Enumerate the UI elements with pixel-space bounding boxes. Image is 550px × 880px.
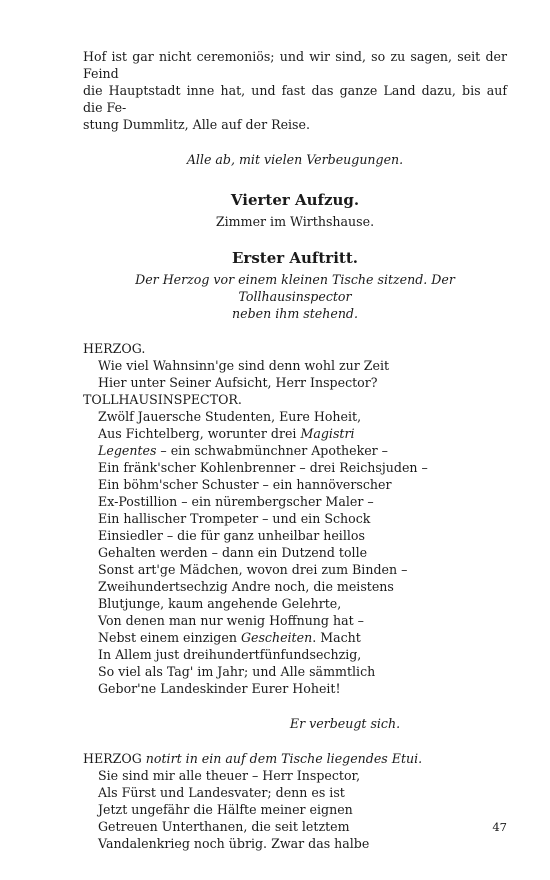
verse-line: Sonst art'ge Mädchen, wovon drei zum Binden – — [98, 562, 408, 577]
speaker-herzog: HERZOG. — [83, 341, 146, 356]
verse-line: Wie viel Wahnsinn'ge sind denn wohl zur Zeit — [98, 358, 390, 373]
speaker-tollhausinspector: TOLLHAUSINSPECTOR. — [83, 392, 242, 407]
verse-line: Getreuen Unterthanen, die seit letztem — [98, 819, 350, 834]
verse-line: Sie sind mir alle theuer – Herr Inspector, — [98, 768, 361, 783]
page-number: 47 — [492, 820, 507, 834]
text-line: die Hauptstadt inne hat, und fast das ganze Land dazu, bis auf die Fe- — [83, 83, 507, 115]
verse-line: Legentes – ein schwabmünchner Apotheker – — [98, 443, 388, 458]
verse-line: Gehalten werden – dann ein Dutzend tolle — [98, 545, 368, 560]
verse-line: Gebor'ne Landeskinder Eurer Hoheit! — [98, 681, 341, 696]
verse-line: Von denen man nur wenig Hoffnung hat – — [98, 613, 364, 628]
italic-term: Gescheiten — [240, 630, 313, 645]
inline-stage-direction: notirt in ein auf dem Tische liegendes Etui. — [141, 751, 423, 766]
scene-direction — [83, 271, 507, 322]
speaker-name: HERZOG — [83, 751, 142, 766]
speaker-herzog-with-direction — [83, 750, 507, 767]
verse-line: Ein fränk'scher Kohlenbrenner – drei Reichsjuden – — [98, 460, 428, 475]
verse-line: Aus Fichtelberg, worunter drei Magistri — [98, 426, 355, 441]
verse-line: Als Fürst und Landesvater; denn es ist — [98, 785, 345, 800]
verse-line: Zweihundertsechzig Andre noch, die meistens — [98, 579, 394, 594]
verse-line: Ex-Postillion – ein nürembergscher Maler – — [98, 494, 374, 509]
text-line: neben ihm stehend. — [232, 306, 358, 321]
stage-direction-bow: Er verbeugt sich. — [289, 716, 401, 731]
verse-line: Nebst einem einzigen Gescheiten. Macht — [98, 630, 361, 645]
act-title: Vierter Aufzug. — [230, 191, 360, 209]
text-line: stung Dummlitz, Alle auf der Reise. — [83, 117, 310, 132]
italic-term: Legentes — [98, 443, 157, 458]
verse-line: So viel als Tag' im Jahr; und Alle sämmtlich — [98, 664, 376, 679]
verse-line: In Allem just dreihundertfünfundsechzig, — [98, 647, 362, 662]
verse-line: Einsiedler – die für ganz unheilbar heillos — [98, 528, 365, 543]
verse-line: Jetzt ungefähr die Hälfte meiner eignen — [98, 802, 353, 817]
opening-paragraph — [83, 48, 507, 133]
italic-term: Magistri — [300, 426, 355, 441]
verse-line: Zwölf Jauersche Studenten, Eure Hoheit, — [98, 409, 362, 424]
stage-direction-exit: Alle ab, mit vielen Verbeugungen. — [186, 152, 404, 167]
verse-line: Hier unter Seiner Aufsicht, Herr Inspector? — [98, 375, 378, 390]
act-setting: Zimmer im Wirthshause. — [215, 214, 375, 229]
scene-title: Erster Auftritt. — [232, 249, 358, 267]
verse-line: Ein böhm'scher Schuster – ein hannöverscher — [98, 477, 392, 492]
text-line: Hof ist gar nicht ceremoniös; und wir sind, so zu sagen, seit der Feind — [83, 49, 507, 81]
verse-line: Ein hallischer Trompeter – und ein Schock — [98, 511, 371, 526]
verse-line: Blutjunge, kaum angehende Gelehrte, — [98, 596, 342, 611]
text-line: Der Herzog vor einem kleinen Tische sitzend. Der Tollhausinspector — [135, 272, 455, 304]
verse-line: Vandalenkrieg noch übrig. Zwar das halbe — [98, 836, 370, 851]
page-body — [83, 48, 507, 852]
